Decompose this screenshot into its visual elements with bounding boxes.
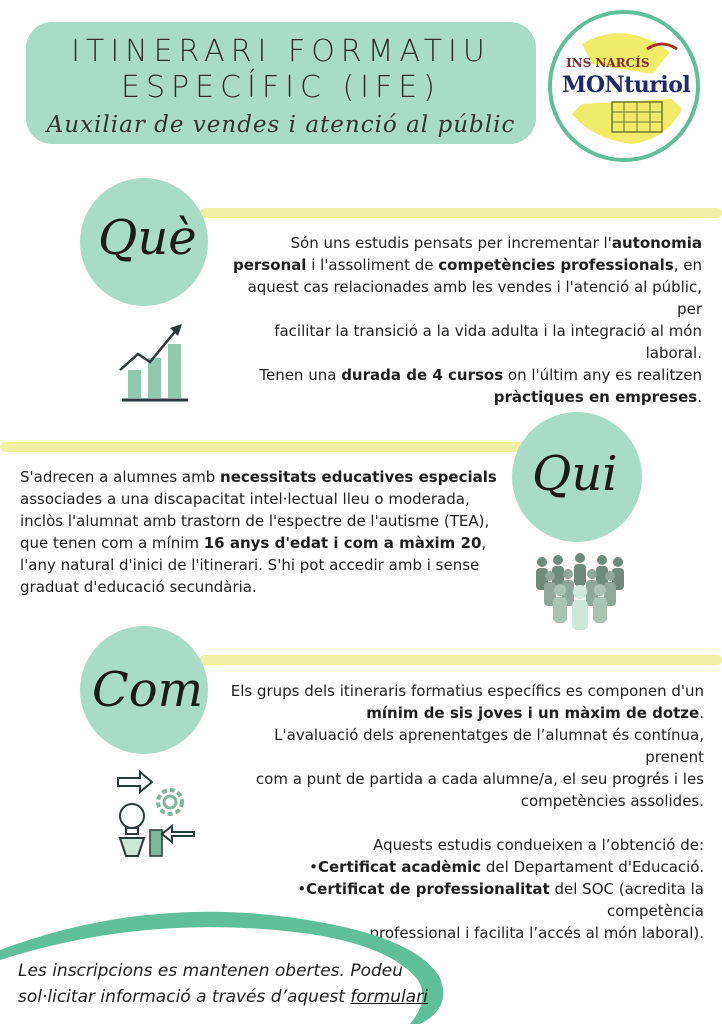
page-title-line1: ITINERARI FORMATIU (71, 34, 491, 69)
qui-line6: graduat d'educació secundària. (20, 578, 257, 596)
form-link[interactable]: formulari (350, 987, 428, 1007)
growth-chart-icon (112, 318, 192, 408)
footer-text (18, 958, 438, 1010)
idea-process-icon (110, 770, 200, 860)
qui-line2: associades a una discapacitat intel·lectual lleu o moderada, (20, 490, 470, 508)
qui-line3: inclòs l'alumnat amb trastorn de l'espectre de l'autisme (TEA), (20, 512, 490, 530)
qui-line4: que tenen com a mínim 16 anys d'edat i com a màxim 20, (20, 534, 487, 552)
com-spacer (214, 812, 704, 834)
que-line1: Són uns estudis pensats per incrementar l'autonomia (290, 234, 702, 252)
qui-line5: l'any natural d'inici de l'itinerari. S'hi pot accedir amb i sense (20, 556, 480, 574)
com-line9: professional i facilita l’accés al món laboral). (369, 924, 704, 942)
logo-text-top: INS NARCÍS (566, 56, 650, 70)
com-line3: L'avaluació dels aprenentatges de l’alumnat és contínua, prenent (274, 726, 704, 766)
com-line5: competències assolides. (520, 792, 704, 810)
com-line6: Aquests estudis condueixen a l’obtenció de: (373, 836, 704, 854)
people-group-icon (530, 552, 630, 632)
section-text-que (220, 232, 702, 408)
com-line8: •Certificat de professionalitat del SOC (acredita la competència (297, 880, 704, 920)
section-label-qui: Qui (532, 446, 618, 502)
que-line2: personal i l'assoliment de competències professionals, en (232, 256, 702, 274)
que-line3: aquest cas relacionades amb les vendes i l'atenció al públic, per (247, 278, 702, 318)
com-line1: Els grups dels itineraris formatius específics es componen d'un (230, 682, 704, 700)
divider-bar-que (200, 208, 722, 218)
qui-line1: S'adrecen a alumnes amb necessitats educatives especials (20, 468, 497, 486)
section-label-que: Què (98, 210, 197, 266)
que-line5: Tenen una durada de 4 cursos on l'últim any es realitzen (259, 366, 702, 384)
que-line4: facilitar la transició a la vida adulta i la integració al món laboral. (274, 322, 702, 362)
title-box (26, 22, 536, 144)
footer-line1: Les inscripcions es mantenen obertes. Podeu (18, 961, 404, 981)
page-subtitle: Auxiliar de vendes i atenció al públic (46, 112, 516, 138)
com-line7: •Certificat acadèmic del Departament d'Educació. (309, 858, 704, 876)
com-line4: com a punt de partida a cada alumne/a, el seu progrés i les (255, 770, 704, 788)
logo-text-name: MONturiol (562, 72, 691, 98)
que-line6: pràctiques en empreses. (493, 388, 702, 406)
divider-bar-qui (0, 442, 530, 452)
school-logo (548, 10, 700, 162)
divider-bar-com (200, 655, 722, 665)
com-line2: mínim de sis joves i un màxim de dotze. (366, 704, 704, 722)
section-text-qui (20, 466, 510, 598)
page-title-line2: ESPECÍFIC (IFE) (121, 70, 441, 105)
footer-line2: sol·licitar informació a través d’aquest formulari (18, 987, 428, 1007)
section-label-com: Com (92, 662, 204, 718)
